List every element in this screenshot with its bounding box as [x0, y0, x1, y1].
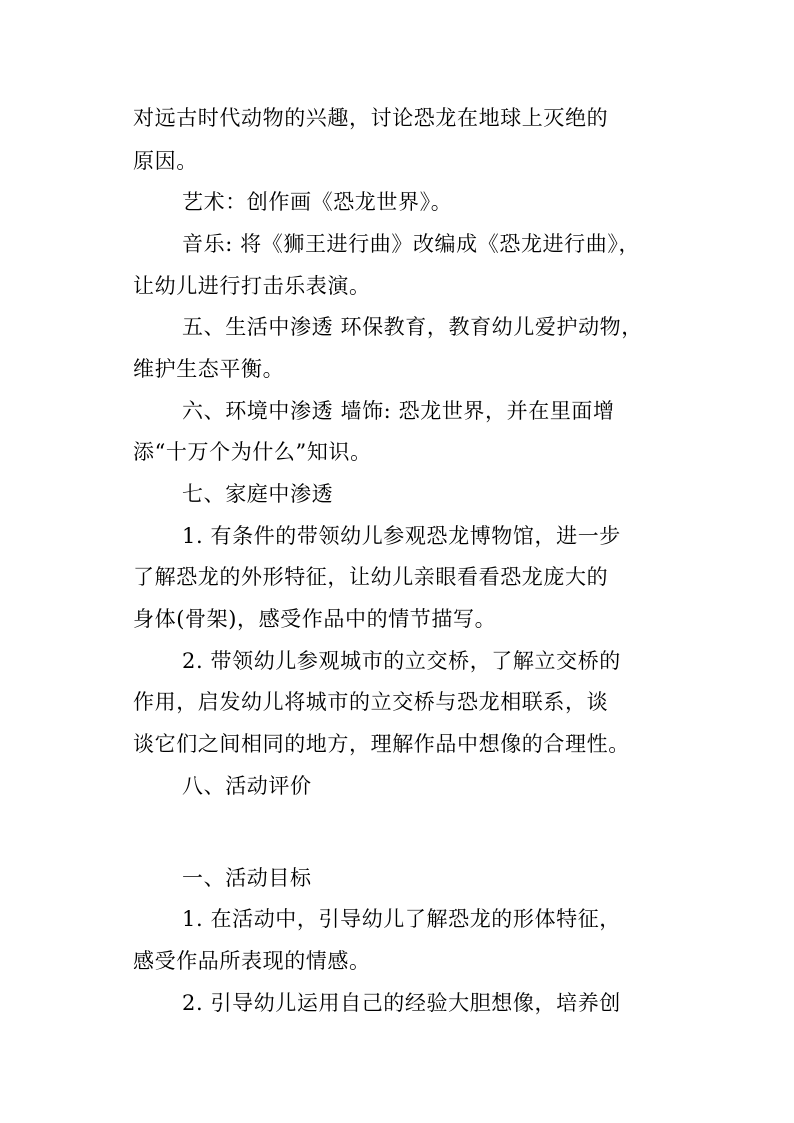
text-line: 艺术：创作画《恐龙世界》。: [182, 190, 453, 214]
text-line: 2. 带领幼儿参观城市的立交桥，了解立交桥的: [182, 649, 621, 673]
section-heading: 七、家庭中渗透: [182, 482, 334, 506]
text-line: 让幼儿进行打击乐表演。: [133, 274, 371, 298]
text-line: 1. 在活动中，引导幼儿了解恐龙的形体特征，: [182, 907, 621, 931]
text-line: 作用，启发幼儿将城市的立交桥与恐龙相联系，谈: [133, 690, 609, 714]
text-line: 身体(骨架)，感受作品中的情节描写。: [133, 607, 497, 631]
text-line: 2. 引导幼儿运用自己的经验大胆想像，培养创: [182, 991, 621, 1015]
text-line: 原因。: [133, 149, 198, 173]
text-line: 谈它们之间相同的地方，理解作品中想像的合理性。: [133, 732, 630, 756]
text-line: 维护生态平衡。: [133, 357, 285, 381]
text-line: 感受作品所表现的情感。: [133, 949, 371, 973]
section-heading: 一、活动目标: [182, 866, 312, 890]
text-line: 音乐: 将《狮王进行曲》改编成《恐龙进行曲》，: [182, 232, 641, 256]
text-line: 1. 有条件的带领幼儿参观恐龙博物馆，进一步: [182, 524, 621, 548]
text-line: 对远古时代动物的兴趣，讨论恐龙在地球上灭绝的: [133, 106, 609, 130]
text-line: 六、环境中渗透 墙饰: 恐龙世界，并在里面增: [182, 399, 615, 423]
text-line: 了解恐龙的外形特征，让幼儿亲眼看看恐龙庞大的: [133, 565, 609, 589]
section-heading: 八、活动评价: [182, 774, 312, 798]
text-line: 添“十万个为什么”知识。: [133, 440, 372, 464]
text-line: 五、生活中渗透 环保教育，教育幼儿爱护动物，: [182, 315, 643, 339]
